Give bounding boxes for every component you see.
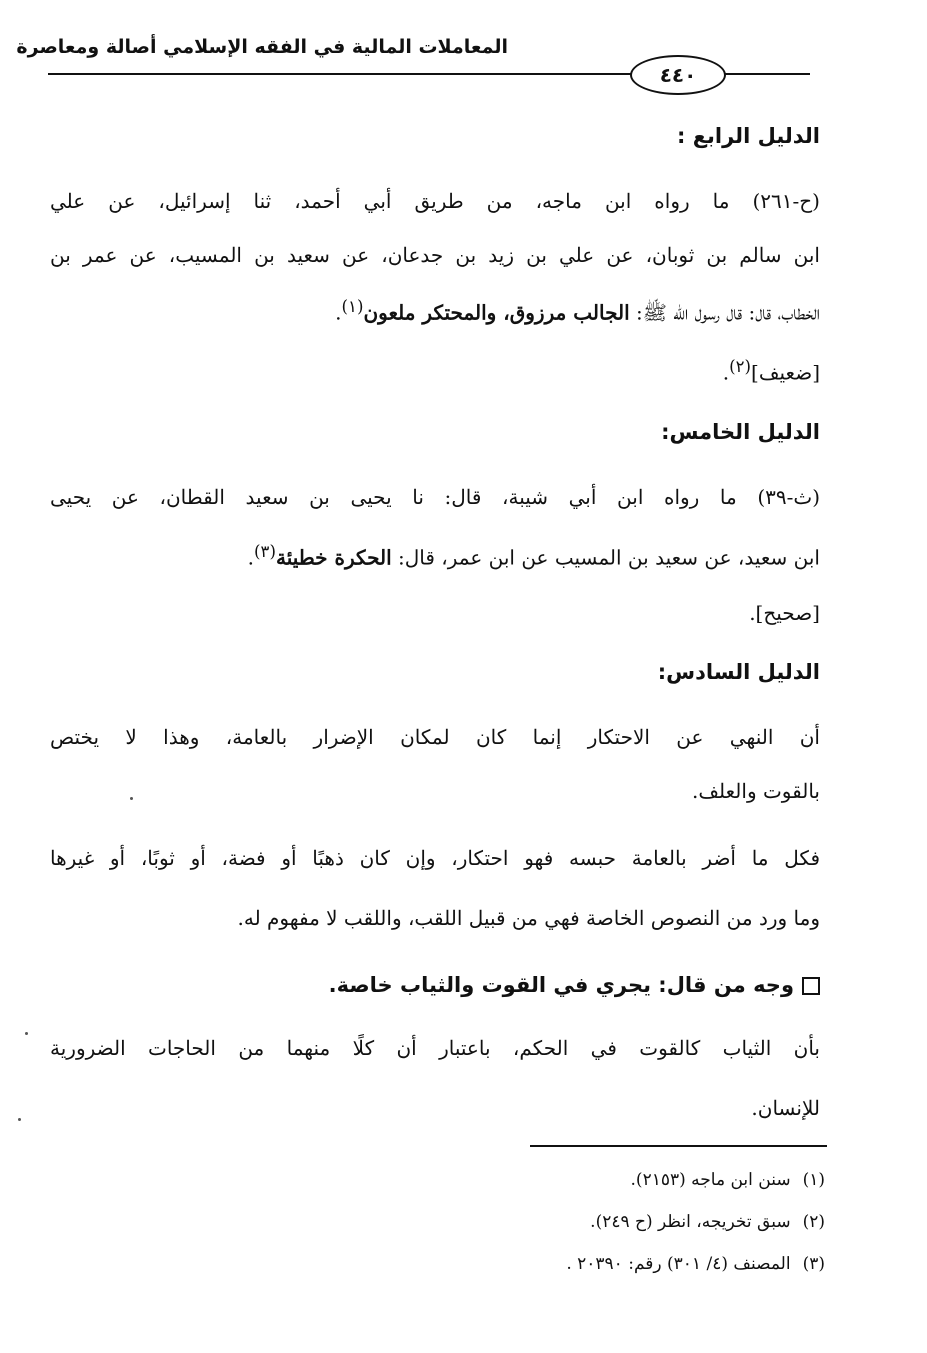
footnote-text: سبق تخريجه، انظر (ح ٢٤٩). xyxy=(590,1212,791,1232)
sub-line2: للإنسان. xyxy=(751,1096,820,1120)
proof4-grade xyxy=(50,352,820,388)
proof4-line3-end: . xyxy=(335,300,342,325)
footnote-2 xyxy=(300,1209,825,1235)
proof4-heading: الدليل الرابع : xyxy=(676,124,820,148)
proof5-line1: (ث-٣٩) ما رواه ابن أبي شيبة، قال: نا يحيى بن سعيد القطان، عن يحيى xyxy=(50,485,820,509)
proof6-line2: بالقوت والعلف. xyxy=(691,779,820,803)
proof4-grade-text: [ضعيف] xyxy=(751,360,820,385)
footnote-text: المصنف (٤/ ٣٠١) رقم: ٢٠٣٩٠ . xyxy=(566,1254,791,1274)
subheading-text: وجه من قال: يجري في القوت والثياب خاصة. xyxy=(328,973,794,997)
proof5-line2 xyxy=(50,537,820,573)
proof5-line2-end: . xyxy=(247,545,255,570)
running-header-title: المعاملات المالية في الفقه الإسلامي أصالة ومعاصرة xyxy=(16,36,508,58)
proof4-grade-end: . xyxy=(722,360,730,385)
athar-text: الحكرة خطيئة xyxy=(275,545,392,570)
paragraph-line2: وما ورد من النصوص الخاصة فهي من قبيل اللقب، واللقب لا مفهوم له. xyxy=(237,906,820,930)
proof4-line2: ابن سالم بن ثوبان، عن علي بن زيد بن جدعان، عن سعيد بن المسيب، عن عمر بن xyxy=(50,243,820,267)
footnote-3 xyxy=(300,1251,825,1277)
proof4-line3 xyxy=(50,292,820,328)
footnote-number: (١) xyxy=(802,1170,825,1190)
scan-speck xyxy=(130,797,133,800)
proof5-grade: [صحيح]. xyxy=(749,601,820,625)
footnote-text: سنن ابن ماجه (٢١٥٣). xyxy=(630,1170,791,1190)
footnote-number: (٢) xyxy=(802,1212,825,1232)
footnote-ref-1: (١) xyxy=(341,297,364,316)
footnote-ref-2: (٢) xyxy=(729,357,752,376)
proof5-line2-text: ابن سعيد، عن سعيد بن المسيب عن ابن عمر، قال: xyxy=(391,545,820,570)
sub-line1: بأن الثياب كالقوت في الحكم، باعتبار أن كلًا منهما من الحاجات الضرورية xyxy=(50,1036,820,1060)
hadith-text: الجالب مرزوق، والمحتكر ملعون xyxy=(363,300,630,325)
proof6-line1: أن النهي عن الاحتكار إنما كان لمكان الإضرار بالعامة، وهذا لا يختص xyxy=(50,725,820,749)
scan-speck xyxy=(25,1032,28,1035)
footnote-number: (٣) xyxy=(802,1254,825,1274)
paragraph-line1: فكل ما أضر بالعامة حبسه فهو احتكار، وإن كان ذهبًا أو فضة، أو ثوبًا، أو غيرها xyxy=(50,846,820,870)
proof4-line3-text: الخطاب، قال: قال رسول الله ﷺ: xyxy=(629,300,820,325)
footnote-rule xyxy=(530,1145,827,1147)
checkbox-icon xyxy=(802,977,820,995)
scan-speck xyxy=(18,1118,21,1121)
footnote-ref-3: (٣) xyxy=(254,542,276,561)
proof4-line1: (ح-٢٦١) ما رواه ابن ماجه، من طريق أبي أحمد، ثنا إسرائيل، عن علي xyxy=(50,189,820,213)
proof6-heading: الدليل السادس: xyxy=(657,660,820,684)
proof5-heading: الدليل الخامس: xyxy=(661,420,820,444)
subheading xyxy=(280,970,820,1000)
footnote-1 xyxy=(300,1167,825,1193)
page-number: ٤٤٠ xyxy=(630,55,726,95)
